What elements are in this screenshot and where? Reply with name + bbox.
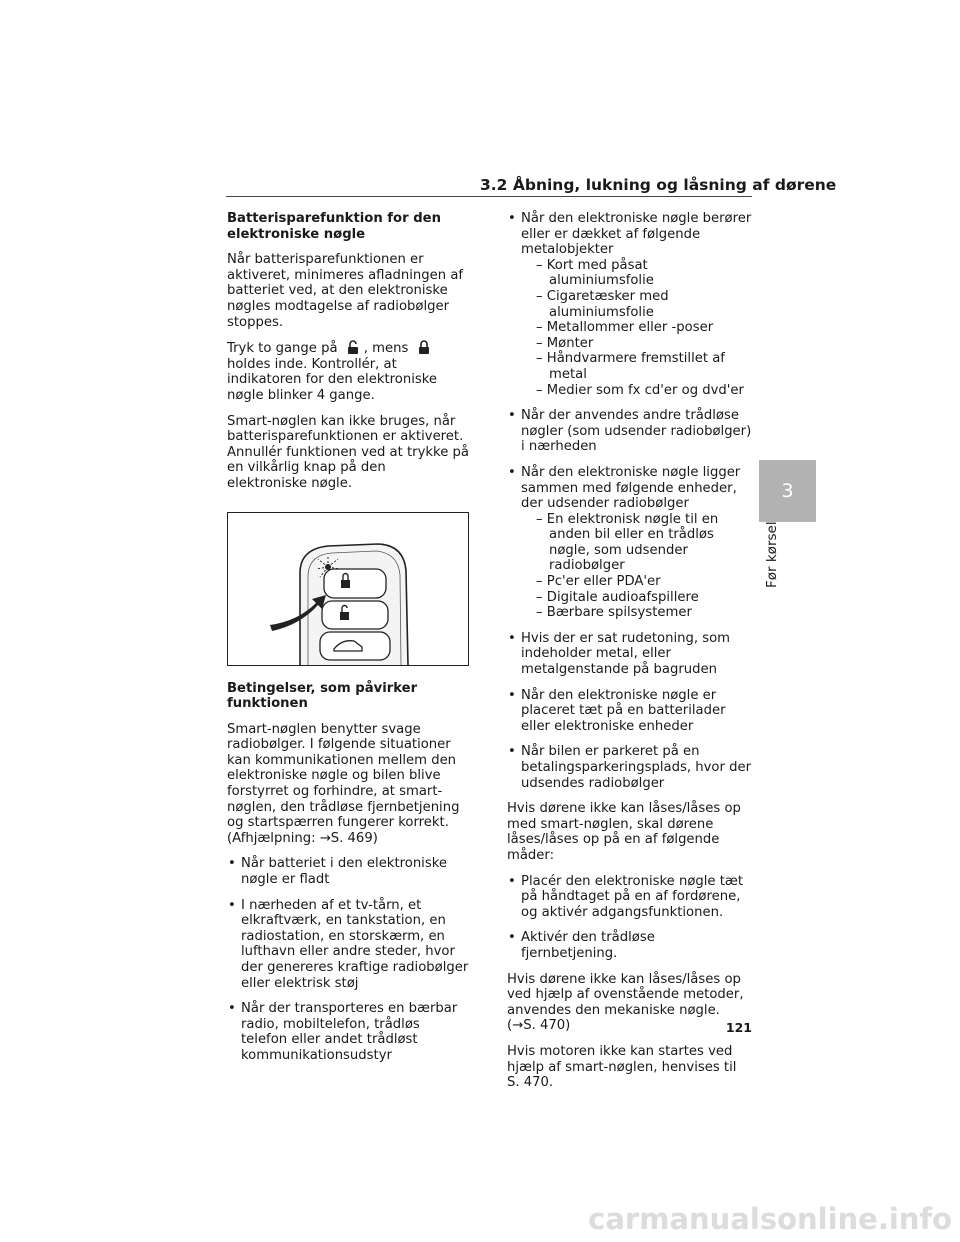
- sub-list-item: – Mønter: [536, 335, 594, 351]
- para-press-after: holdes inde. Kontrollér, at indikatoren for den elektroniske nøgle blinker 4 gange.: [227, 356, 438, 403]
- section-header-title: 3.2 Åbning, lukning og låsning af dørene: [480, 176, 837, 194]
- list-item: • Når den elektroniske nøgle er placeret tæt på en batterilader eller elektroniske enheder: [507, 688, 752, 735]
- list-item-text: • Når den elektroniske nøgle ligger sammen med følgende enheder, der udsender radiobølger: [521, 464, 741, 512]
- heading-battery-saving: Batterisparefunktion for den elektroniske nøgle: [227, 211, 441, 242]
- key-fob-illustration: [227, 512, 469, 666]
- section-header-rule: [226, 196, 752, 197]
- left-column: [227, 211, 469, 1074]
- para-mechanical-key: Hvis dørene ikke kan låses/låses op ved hjælp af ovenstående metoder, anvendes den mekaniske nøgle. (→S. 470): [507, 971, 744, 1034]
- list-item: • I nærheden af et tv-tårn, et elkraftværk, en tankstation, en radiostation, en storskærm, en lufthavn eller andre steder, hvor der genereres kraftige radiobølger eller elektrisk støj: [227, 898, 469, 992]
- para-lock-alternatives: Hvis dørene ikke kan låses/låses op med smart-nøglen, skal dørene låses/låses op på en af følgende måder:: [507, 801, 741, 863]
- sub-list-item: – Metallommer eller -poser: [536, 320, 714, 336]
- list-item: [507, 465, 752, 621]
- right-column: [507, 211, 752, 1101]
- list-item: • Når batteriet i den elektroniske nøgle er fladt: [227, 856, 469, 887]
- chapter-label: Før kørsel: [764, 521, 780, 588]
- para-engine-start: Hvis motoren ikke kan startes ved hjælp af smart-nøglen, henvises til S. 470.: [507, 1043, 737, 1091]
- sub-list-item: – En elektronisk nøgle til en anden bil eller en trådløs nøgle, som udsender radiobølger: [536, 511, 719, 574]
- sub-list-item: – Pc'er eller PDA'er: [536, 574, 661, 590]
- sub-list-item: – Kort med påsat aluminiumsfolie: [536, 257, 654, 289]
- list-item: • Når bilen er parkeret på en betalingsparkeringsplads, hvor der udsendes radiobølger: [507, 744, 752, 791]
- chapter-tab: [759, 460, 816, 522]
- para-battery-saving: Når batterisparefunktionen er aktiveret, minimeres afladningen af batteriet ved, at den elektroniske nøgles modtagelse af radiobølger stoppes.: [227, 252, 464, 330]
- para-smartkey-disabled: Smart-nøglen kan ikke bruges, når batterisparefunktionen er aktiveret. Annullér funktionen ved at trykke på en vilkårlig knap på den elektroniske nøgle.: [227, 413, 469, 491]
- watermark: carmanualsonline.info: [588, 1202, 952, 1236]
- sub-list-item: – Cigaretæsker med aluminiumsfolie: [536, 288, 669, 320]
- sub-list-item: – Medier som fx cd'er og dvd'er: [536, 382, 744, 398]
- list-item: • Hvis der er sat rudetoning, som indeholder metal, eller metalgenstande på bagruden: [507, 631, 752, 678]
- list-item: • Når der transporteres en bærbar radio, mobiltelefon, trådløs telefon eller andet trådløst kommunikationsudstyr: [227, 1001, 469, 1063]
- unlock-padlock-icon: [344, 340, 362, 355]
- list-item-text: • Når den elektroniske nøgle berører eller er dækket af følgende metalobjekter: [521, 211, 752, 258]
- list-item: • Aktivér den trådløse fjernbetjening.: [507, 930, 752, 961]
- para-press-before: Tryk to gange på: [227, 341, 338, 357]
- chapter-number: 3: [781, 480, 794, 502]
- sub-list-item: – Digitale audioafspillere: [536, 589, 699, 605]
- page-number: 121: [725, 1020, 752, 1035]
- list-item: [507, 211, 752, 398]
- sub-list-item: – Bærbare spilsystemer: [536, 605, 692, 621]
- para-press-instructions: [227, 340, 469, 403]
- para-press-middle: , mens: [363, 341, 409, 357]
- lock-padlock-icon: [415, 340, 433, 355]
- heading-conditions: Betingelser, som påvirker funktionen: [227, 680, 418, 712]
- key-fob-drawing: [228, 513, 468, 665]
- sub-list-item: – Håndvarmere fremstillet af metal: [536, 351, 725, 382]
- list-item: • Når der anvendes andre trådløse nøgler (som udsender radiobølger) i nærheden: [507, 408, 752, 455]
- list-item: • Placér den elektroniske nøgle tæt på håndtaget på en af fordørene, og aktivér adgangsfunktionen.: [507, 874, 752, 921]
- para-conditions: Smart-nøglen benytter svage radiobølger. I følgende situationer kan kommunikationen mellem den elektroniske nøgle og bilen blive forstyrret og forhindre, at smart-nøglen, den trådløse fjernbetjening og startspærren fungerer korrekt. (Afhjælpning: →S. 469): [227, 721, 460, 846]
